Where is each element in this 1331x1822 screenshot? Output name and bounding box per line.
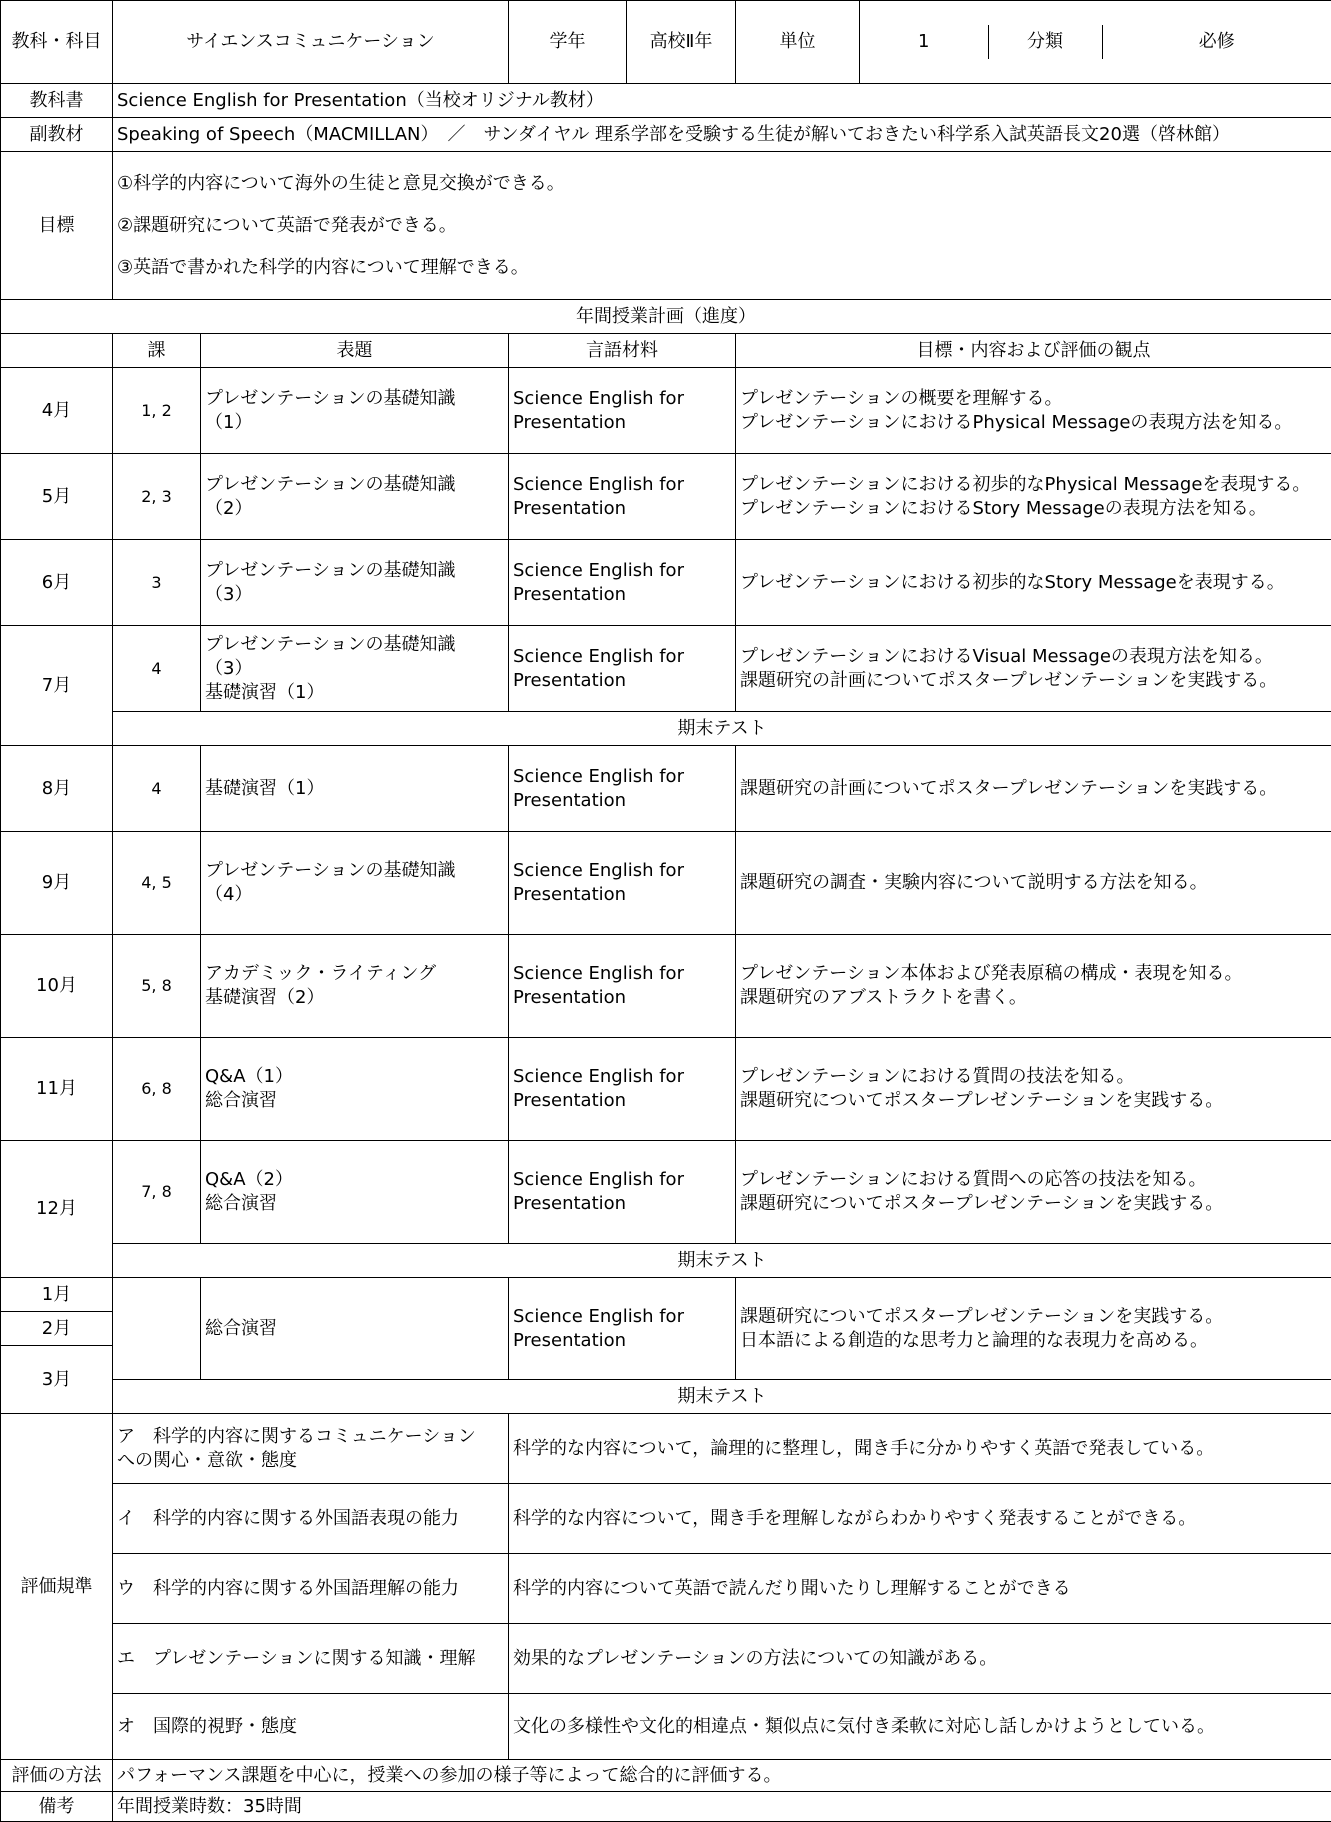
units-label: 単位 <box>736 1 860 84</box>
material-cell: Science English for Presentation <box>509 746 736 832</box>
month-cell: 12月 <box>1 1141 113 1278</box>
content-cell: プレゼンテーションにおける初歩的なStory Messageを表現する。 <box>736 540 1331 626</box>
column-header-material: 言語材料 <box>509 334 736 368</box>
criteria-row <box>1 1484 1331 1554</box>
goals-row <box>1 152 1331 300</box>
table-row <box>1 540 1331 626</box>
units-value: 1 <box>860 25 988 59</box>
table-row <box>1 746 1331 832</box>
lesson-cell: 3 <box>113 540 201 626</box>
column-header-content: 目標・内容および評価の観点 <box>736 334 1331 368</box>
evaluation-method-row <box>1 1760 1331 1792</box>
title-cell: プレゼンテーションの基礎知識 （3） 基礎演習（1） <box>201 626 509 712</box>
criteria-row <box>1 1414 1331 1484</box>
remarks-label: 備考 <box>1 1792 113 1822</box>
criteria-row <box>1 1694 1331 1760</box>
exam-label: 期末テスト <box>113 1244 1331 1278</box>
title-cell: 基礎演習（1） <box>201 746 509 832</box>
criteria-viewpoint: オ 国際的視野・態度 <box>113 1694 509 1760</box>
criteria-viewpoint: ア 科学的内容に関するコミュニケーション への関心・意欲・態度 <box>113 1414 509 1484</box>
criteria-viewpoint: イ 科学的内容に関する外国語表現の能力 <box>113 1484 509 1554</box>
goal-item: ②課題研究について英語で発表ができる。 <box>117 215 1327 236</box>
table-row <box>1 626 1331 712</box>
title-cell: プレゼンテーションの基礎知識 （4） <box>201 832 509 935</box>
month-cell: 5月 <box>1 454 113 540</box>
month-cell: 3月 <box>1 1346 113 1414</box>
lesson-cell: 1, 2 <box>113 368 201 454</box>
content-cell <box>736 454 1331 540</box>
month-cell: 9月 <box>1 832 113 935</box>
goal-item: ①科学的内容について海外の生徒と意見交換ができる。 <box>117 173 1327 194</box>
title-cell: アカデミック・ライティング 基礎演習（2） <box>201 935 509 1038</box>
content-cell: プレゼンテーション本体および発表原稿の構成・表現を知る。 課題研究のアブストラクトを書く。 <box>736 935 1331 1038</box>
textbook-value: Science English for Presentation（当校オリジナル教材） <box>113 84 1331 118</box>
goals-list <box>113 152 1331 300</box>
goal-item: ③英語で書かれた科学的内容について理解できる。 <box>117 257 1327 278</box>
lesson-cell: 4 <box>113 746 201 832</box>
subject-label: 教科・科目 <box>1 1 113 84</box>
table-row <box>1 1038 1331 1141</box>
column-header-lesson: 課 <box>113 334 201 368</box>
material-cell: Science English for Presentation <box>509 1278 736 1380</box>
column-header-title: 表題 <box>201 334 509 368</box>
lesson-cell: 4, 5 <box>113 832 201 935</box>
material-cell: Science English for Presentation <box>509 1141 736 1244</box>
table-row <box>1 832 1331 935</box>
title-cell: Q&A（1） 総合演習 <box>201 1038 509 1141</box>
content-cell: 課題研究についてポスタープレゼンテーションを実践する。 日本語による創造的な思考力と論理的な表現力を高める。 <box>736 1278 1331 1380</box>
content-cell: プレゼンテーションにおける質問への応答の技法を知る。 課題研究についてポスタープレゼンテーションを実践する。 <box>736 1141 1331 1244</box>
criteria-description: 文化の多様性や文化的相違点・類似点に気付き柔軟に対応し話しかけようとしている。 <box>509 1694 1331 1760</box>
lesson-cell: 6, 8 <box>113 1038 201 1141</box>
lesson-cell <box>113 1278 201 1380</box>
month-cell: 10月 <box>1 935 113 1038</box>
textbook-row <box>1 84 1331 118</box>
material-cell: Science English for Presentation <box>509 368 736 454</box>
lesson-cell: 5, 8 <box>113 935 201 1038</box>
category-label: 分類 <box>988 25 1102 59</box>
plan-column-headers <box>1 334 1331 368</box>
title-cell: 総合演習 <box>201 1278 509 1380</box>
plan-title: 年間授業計画（進度） <box>1 300 1331 334</box>
month-cell: 1月 <box>1 1278 113 1312</box>
grade-label: 学年 <box>509 1 627 84</box>
content-cell: プレゼンテーションにおける質問の技法を知る。 課題研究についてポスタープレゼンテーションを実践する。 <box>736 1038 1331 1141</box>
evaluation-method-value: パフォーマンス課題を中心に，授業への参加の様子等によって総合的に評価する。 <box>113 1760 1331 1792</box>
table-row <box>1 935 1331 1038</box>
remarks-value: 年間授業時数：35時間 <box>113 1792 1331 1822</box>
exam-label: 期末テスト <box>113 712 1331 746</box>
content-cell: プレゼンテーションにおけるVisual Messageの表現方法を知る。 課題研究の計画についてポスタープレゼンテーションを実践する。 <box>736 626 1331 712</box>
title-cell: プレゼンテーションの基礎知識 （2） <box>201 454 509 540</box>
month-cell: 7月 <box>1 626 113 746</box>
month-cell: 4月 <box>1 368 113 454</box>
criteria-viewpoint: ウ 科学的内容に関する外国語理解の能力 <box>113 1554 509 1624</box>
material-cell: Science English for Presentation <box>509 832 736 935</box>
criteria-description: 科学的な内容について，論理的に整理し，聞き手に分かりやすく英語で発表している。 <box>509 1414 1331 1484</box>
material-cell: Science English for Presentation <box>509 454 736 540</box>
content-line: プレゼンテーションにおける初歩的なPhysical Messageを表現する。 <box>740 473 1327 497</box>
remarks-row <box>1 1792 1331 1822</box>
material-cell: Science English for Presentation <box>509 1038 736 1141</box>
month-cell: 11月 <box>1 1038 113 1141</box>
exam-row <box>1 1244 1331 1278</box>
criteria-label: 評価規準 <box>1 1414 113 1760</box>
evaluation-method-label: 評価の方法 <box>1 1760 113 1792</box>
content-cell: プレゼンテーションの概要を理解する。 プレゼンテーションにおけるPhysical Messageの表現方法を知る。 <box>736 368 1331 454</box>
title-cell: Q&A（2） 総合演習 <box>201 1141 509 1244</box>
criteria-row <box>1 1554 1331 1624</box>
exam-row <box>1 1380 1331 1414</box>
criteria-description: 科学的な内容について，聞き手を理解しながらわかりやすく発表することができる。 <box>509 1484 1331 1554</box>
plan-title-row <box>1 300 1331 334</box>
material-cell: Science English for Presentation <box>509 935 736 1038</box>
month-cell: 6月 <box>1 540 113 626</box>
content-cell: 課題研究の調査・実験内容について説明する方法を知る。 <box>736 832 1331 935</box>
material-cell: Science English for Presentation <box>509 626 736 712</box>
content-line: プレゼンテーションにおけるStory Messageの表現方法を知る。 <box>740 497 1327 521</box>
month-cell: 8月 <box>1 746 113 832</box>
title-cell: プレゼンテーションの基礎知識 （3） <box>201 540 509 626</box>
category-value: 必修 <box>1102 25 1331 59</box>
textbook-label: 教科書 <box>1 84 113 118</box>
sub-material-label: 副教材 <box>1 118 113 152</box>
criteria-viewpoint: エ プレゼンテーションに関する知識・理解 <box>113 1624 509 1694</box>
exam-label: 期末テスト <box>113 1380 1331 1414</box>
goals-label: 目標 <box>1 152 113 300</box>
table-row <box>1 1278 1331 1312</box>
sub-material-row <box>1 118 1331 152</box>
grade-value: 高校Ⅱ年 <box>627 1 736 84</box>
subject-value: サイエンスコミュニケーション <box>113 1 509 84</box>
content-cell: 課題研究の計画についてポスタープレゼンテーションを実践する。 <box>736 746 1331 832</box>
units-category-subtable <box>860 25 1331 59</box>
material-cell: Science English for Presentation <box>509 540 736 626</box>
exam-row <box>1 712 1331 746</box>
lesson-cell: 7, 8 <box>113 1141 201 1244</box>
lesson-cell: 2, 3 <box>113 454 201 540</box>
sub-material-value: Speaking of Speech（MACMILLAN） ／ サンダイヤル 理系学部を受験する生徒が解いておきたい科学系入試英語長文20選（啓林館） <box>113 118 1331 152</box>
units-category-cell <box>860 1 1331 84</box>
table-row <box>1 1141 1331 1244</box>
table-row <box>1 368 1331 454</box>
table-row <box>1 454 1331 540</box>
column-header-month <box>1 334 113 368</box>
month-cell: 2月 <box>1 1312 113 1346</box>
lesson-cell: 4 <box>113 626 201 712</box>
criteria-description: 科学的内容について英語で読んだり聞いたりし理解することができる <box>509 1554 1331 1624</box>
header-row <box>1 1 1331 84</box>
title-cell: プレゼンテーションの基礎知識 （1） <box>201 368 509 454</box>
criteria-row <box>1 1624 1331 1694</box>
criteria-description: 効果的なプレゼンテーションの方法についての知識がある。 <box>509 1624 1331 1694</box>
